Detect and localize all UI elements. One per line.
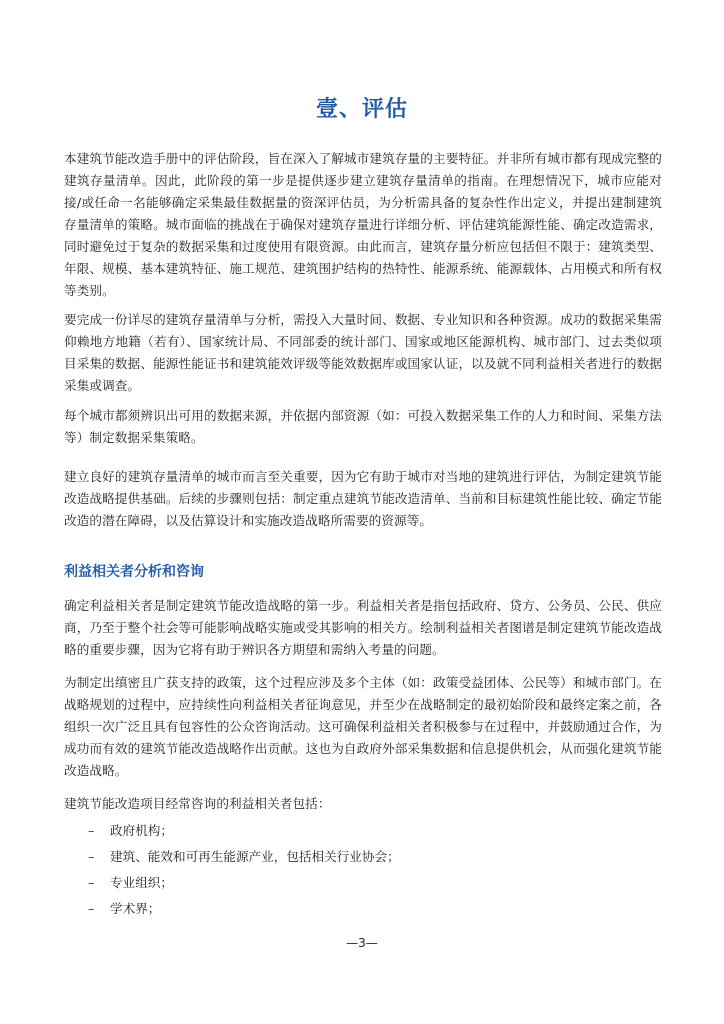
- list-item-text: 政府机构；: [110, 823, 173, 838]
- list-item: [64, 820, 662, 846]
- list-item: [64, 872, 662, 898]
- page-number: —3—: [346, 936, 378, 950]
- list-item-text: 建筑、能效和可再生能源产业，包括相关行业协会；: [110, 849, 400, 864]
- paragraph-inventory-importance: 建立良好的建筑存量清单的城市而言至关重要，因为它有助于城市对当地的建筑进行评估，为制定建筑节能改造战略提供基础。后续的步骤则包括：制定重点建筑节能改造清单、当前和目标建筑性能比较、确定节能改造的潜在障碍，以及估算设计和实施改造战略所需要的资源等。: [64, 469, 662, 528]
- paragraph-stakeholder-definition: 确定利益相关者是制定建筑节能改造战略的第一步。利益相关者是指包括政府、贷方、公务员、公民、供应商，乃至于整个社会等可能影响战略实施或受其影响的相关方。绘制利益相关者图谱是制定建筑节能改造战略的重要步骤，因为它将有助于辨识各方期望和需纳入考量的问题。: [64, 598, 662, 657]
- stakeholder-list: [64, 820, 662, 924]
- bullet-dash: –: [88, 901, 95, 916]
- list-item-text: 学术界；: [110, 901, 161, 916]
- paragraph-stakeholder-list-intro: 建筑节能改造项目经常咨询的利益相关者包括：: [64, 796, 331, 811]
- list-item: [64, 898, 662, 924]
- list-item: [64, 846, 662, 872]
- paragraph-consultation-process: 为制定出缜密且广获支持的政策，这个过程应涉及多个主体（如：政策受益团体、公民等）和城市部门。在战略规划的过程中，应持续性向利益相关者征询意见，并至少在战略制定的最初始阶段和最终定案之前，各组织一次广泛且具有包容性的公众咨询活动。这可确保利益相关者积极参与在过程中，并鼓励通过合作，为成功而有效的建筑节能改造战略作出贡献。这也为自政府外部采集数据和信息提供机会，从而强化建筑节能改造战略。: [64, 675, 662, 778]
- bullet-dash: –: [88, 823, 95, 838]
- paragraph-data-collection: 要完成一份详尽的建筑存量清单与分析，需投入大量时间、数据、专业知识和各种资源。成功的数据采集需仰赖地方地籍（若有）、国家统计局、不同部委的统计部门、国家或地区能源机构、城市部门、过去类似项目采集的数据、能源性能证书和建筑能效评级等能效数据库或国家认证，以及就不同利益相关者进行的数据采集或调查。: [64, 312, 662, 393]
- bullet-dash: –: [88, 875, 95, 890]
- paragraph-assessment-intro: 本建筑节能改造手册中的评估阶段，旨在深入了解城市建筑存量的主要特征。并非所有城市都有现成完整的建筑存量清单。因此，此阶段的第一步是提供逐步建立建筑存量清单的指南。在理想情况下，城市应能对接/或任命一名能够确定采集最佳数据量的资深评估员，为分析需具备的复杂性作出定义，并提出建制建筑存量清单的策略。城市面临的挑战在于确保对建筑存量进行详细分析、评估建筑能源性能、确定改造需求，同时避免过于复杂的数据采集和过度使用有限资源。由此而言，建筑存量分析应包括但不限于：建筑类型、年限、规模、基本建筑特征、施工规范、建筑围护结构的热特性、能源系统、能源载体、占用模式和所有权等类别。: [64, 151, 662, 298]
- bullet-dash: –: [88, 849, 95, 864]
- list-item-text: 专业组织；: [110, 875, 173, 890]
- section-heading-stakeholders: 利益相关者分析和咨询: [64, 564, 204, 580]
- page-title: 壹、评估: [315, 97, 408, 122]
- paragraph-data-sources: 每个城市都须辨识出可用的数据来源，并依据内部资源（如：可投入数据采集工作的人力和时间、采集方法等）制定数据采集策略。: [64, 408, 662, 445]
